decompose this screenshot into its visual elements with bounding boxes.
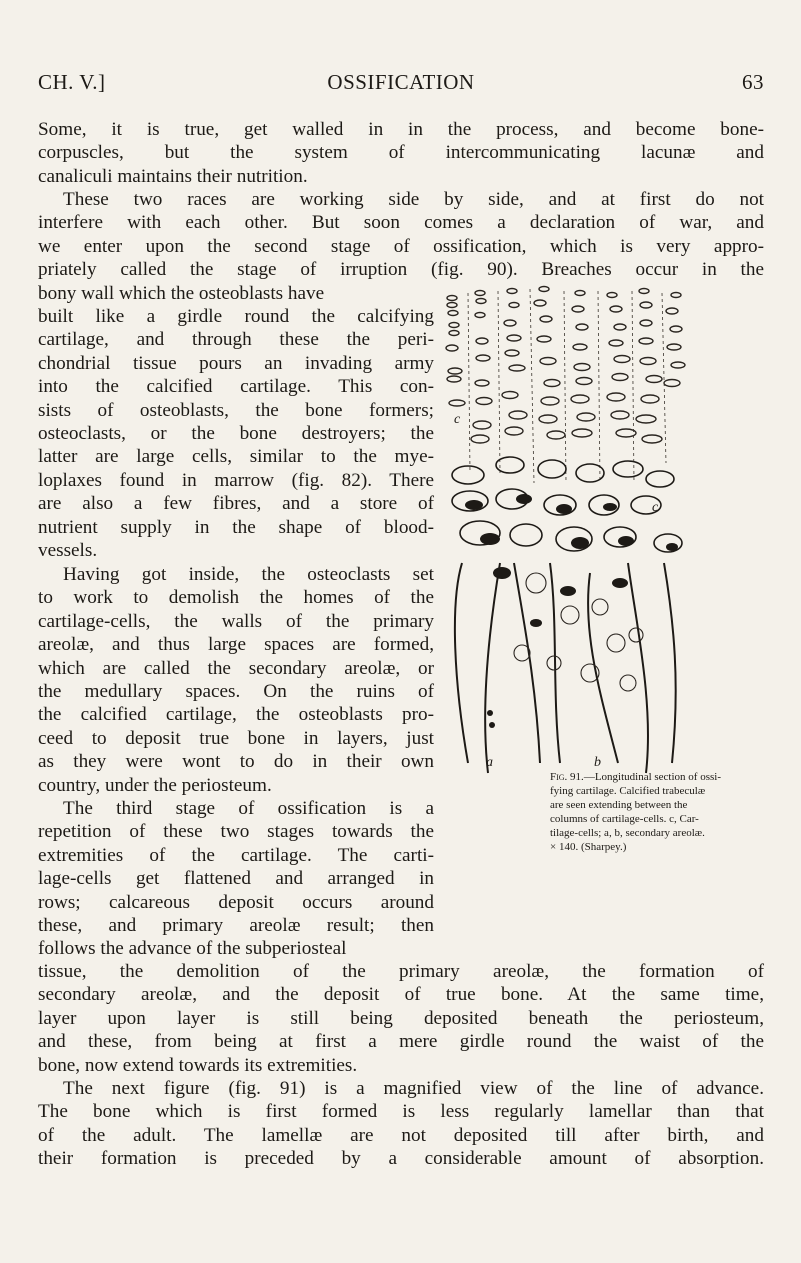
page-number: 63: [742, 70, 764, 94]
text-line: and these, from being at first a mere girdle round the waist of the: [38, 1031, 764, 1053]
cell-column: [534, 287, 565, 440]
text-line: tissue, the demolition of the primary areolæ, the formation of: [38, 961, 764, 982]
text-line: built like a girdle round the calcifying: [38, 306, 434, 327]
cell-column: [664, 293, 685, 387]
text-line: bony wall which the osteoblasts have: [38, 282, 325, 304]
text-line: cartilage, and through these the peri-: [38, 329, 434, 351]
paragraph-4: [38, 960, 764, 1077]
running-header: [38, 70, 764, 104]
text-line: repetition of these two stages towards the: [38, 821, 434, 843]
marrow-cells: [514, 573, 643, 691]
text-line: interfere with each other. But soon comes a declaration of war, and: [38, 212, 764, 234]
text-line: canaliculi maintains their nutrition.: [38, 165, 308, 187]
text-line: bone, now extend towards its extremities.: [38, 1054, 358, 1076]
text-line: follows the advance of the subperiosteal: [38, 938, 347, 960]
text-line: layer upon layer is still being deposited beneath the periosteum,: [38, 1007, 764, 1029]
paragraph-1: [38, 118, 764, 188]
text-line: loplaxes found in marrow (fig. 82). There: [38, 469, 434, 491]
text-line: nutrient supply in the shape of blood-: [38, 516, 434, 538]
text-line: lage-cells get flattened and arranged in: [38, 868, 434, 890]
text-line: sists of osteoblasts, the bone formers;: [38, 399, 434, 421]
text-line: rows; calcareous deposit occurs around: [38, 891, 434, 913]
label-b: b: [594, 755, 601, 770]
text-line: country, under the periosteum.: [38, 774, 272, 796]
text-line: priately called the stage of irruption (fig. 90). Breaches occur in the: [38, 259, 764, 281]
text-line: are also a few fibres, and a store of: [38, 493, 434, 515]
cell-column: [446, 296, 465, 407]
chapter-number: CH. V.]: [38, 70, 106, 94]
text-line: Some, it is true, get walled in in the process, and become bone-: [38, 119, 764, 140]
caption-line: columns of cartilage-cells. c, Car-: [550, 813, 699, 825]
text-line: of the adult. The lamellæ are not deposited till after birth, and: [38, 1124, 764, 1146]
ossification-figure: [440, 243, 694, 781]
text-line: latter are large cells, similar to the mye-: [38, 446, 434, 468]
text-line: which are called the secondary areolæ, or: [38, 657, 434, 679]
paragraph-5: [38, 1077, 764, 1171]
text-line: vessels.: [38, 540, 98, 562]
cartilage-section-illustration: [440, 243, 694, 781]
text-line: extremities of the cartilage. The carti-: [38, 844, 434, 866]
cell-column: [571, 291, 595, 438]
text-line: into the calcified cartilage. This con-: [38, 376, 434, 398]
text-line: areolæ, and thus large spaces are formed,: [38, 634, 434, 656]
caption-line: fying cartilage. Calcified trabeculæ: [550, 785, 706, 797]
running-title: OSSIFICATION: [327, 70, 475, 94]
caption-line: —Longitudinal section of ossi-: [583, 771, 721, 783]
text-line: osteoclasts, or the bone destroyers; the: [38, 423, 434, 445]
text-line: as they were wont to do in their own: [38, 751, 434, 773]
label-c-right: c: [652, 500, 659, 515]
text-line: chondrial tissue pours an invading army: [38, 352, 434, 374]
text-line: the medullary spaces. On the ruins of: [38, 681, 434, 703]
text-line: cartilage-cells, the walls of the primary: [38, 610, 434, 632]
text-line: The bone which is first formed is less regularly lamellar than that: [38, 1101, 764, 1123]
text-line: These two races are working side by side, and at first do not: [63, 189, 764, 210]
text-line: The next figure (fig. 91) is a magnified view of the line of advance.: [63, 1078, 764, 1099]
caption-line: are seen extending between the: [550, 799, 688, 811]
cell-column: [636, 289, 662, 444]
cell-column: [607, 293, 636, 438]
label-c-left: c: [454, 412, 461, 427]
caption-line: tilage-cells; a, b, secondary areolæ.: [550, 827, 705, 839]
paragraph-4-narrow: [38, 797, 434, 961]
cell-column: [471, 291, 492, 444]
label-a: a: [486, 755, 493, 770]
caption-line: × 140. (Sharpey.): [550, 841, 627, 853]
text-line: Having got inside, the osteoclasts set: [63, 564, 434, 585]
figure-caption: [550, 770, 768, 854]
calcified-trabeculae: [468, 289, 666, 483]
text-line: The third stage of ossification is a: [63, 798, 434, 819]
paragraph-3: [38, 563, 434, 797]
text-line: these, and primary areolæ result; then: [38, 915, 434, 937]
figure-number: Fig. 91.: [550, 771, 584, 783]
text-line: their formation is preceded by a considerable amount of absorption.: [38, 1148, 764, 1170]
text-line: the calcified cartilage, the osteoblasts pro-: [38, 704, 434, 726]
cell-column: [502, 289, 527, 436]
paragraph-2-narrow: [38, 305, 434, 562]
text-line: to work to demolish the homes of the: [38, 587, 434, 609]
text-line: we enter upon the second stage of ossification, which is very appro-: [38, 235, 764, 257]
text-line: ceed to deposit true bone in layers, just: [38, 727, 434, 749]
text-line: secondary areolæ, and the deposit of true bone. At the same time,: [38, 984, 764, 1006]
text-line: corpuscles, but the system of intercommunicating lacunæ and: [38, 142, 764, 164]
